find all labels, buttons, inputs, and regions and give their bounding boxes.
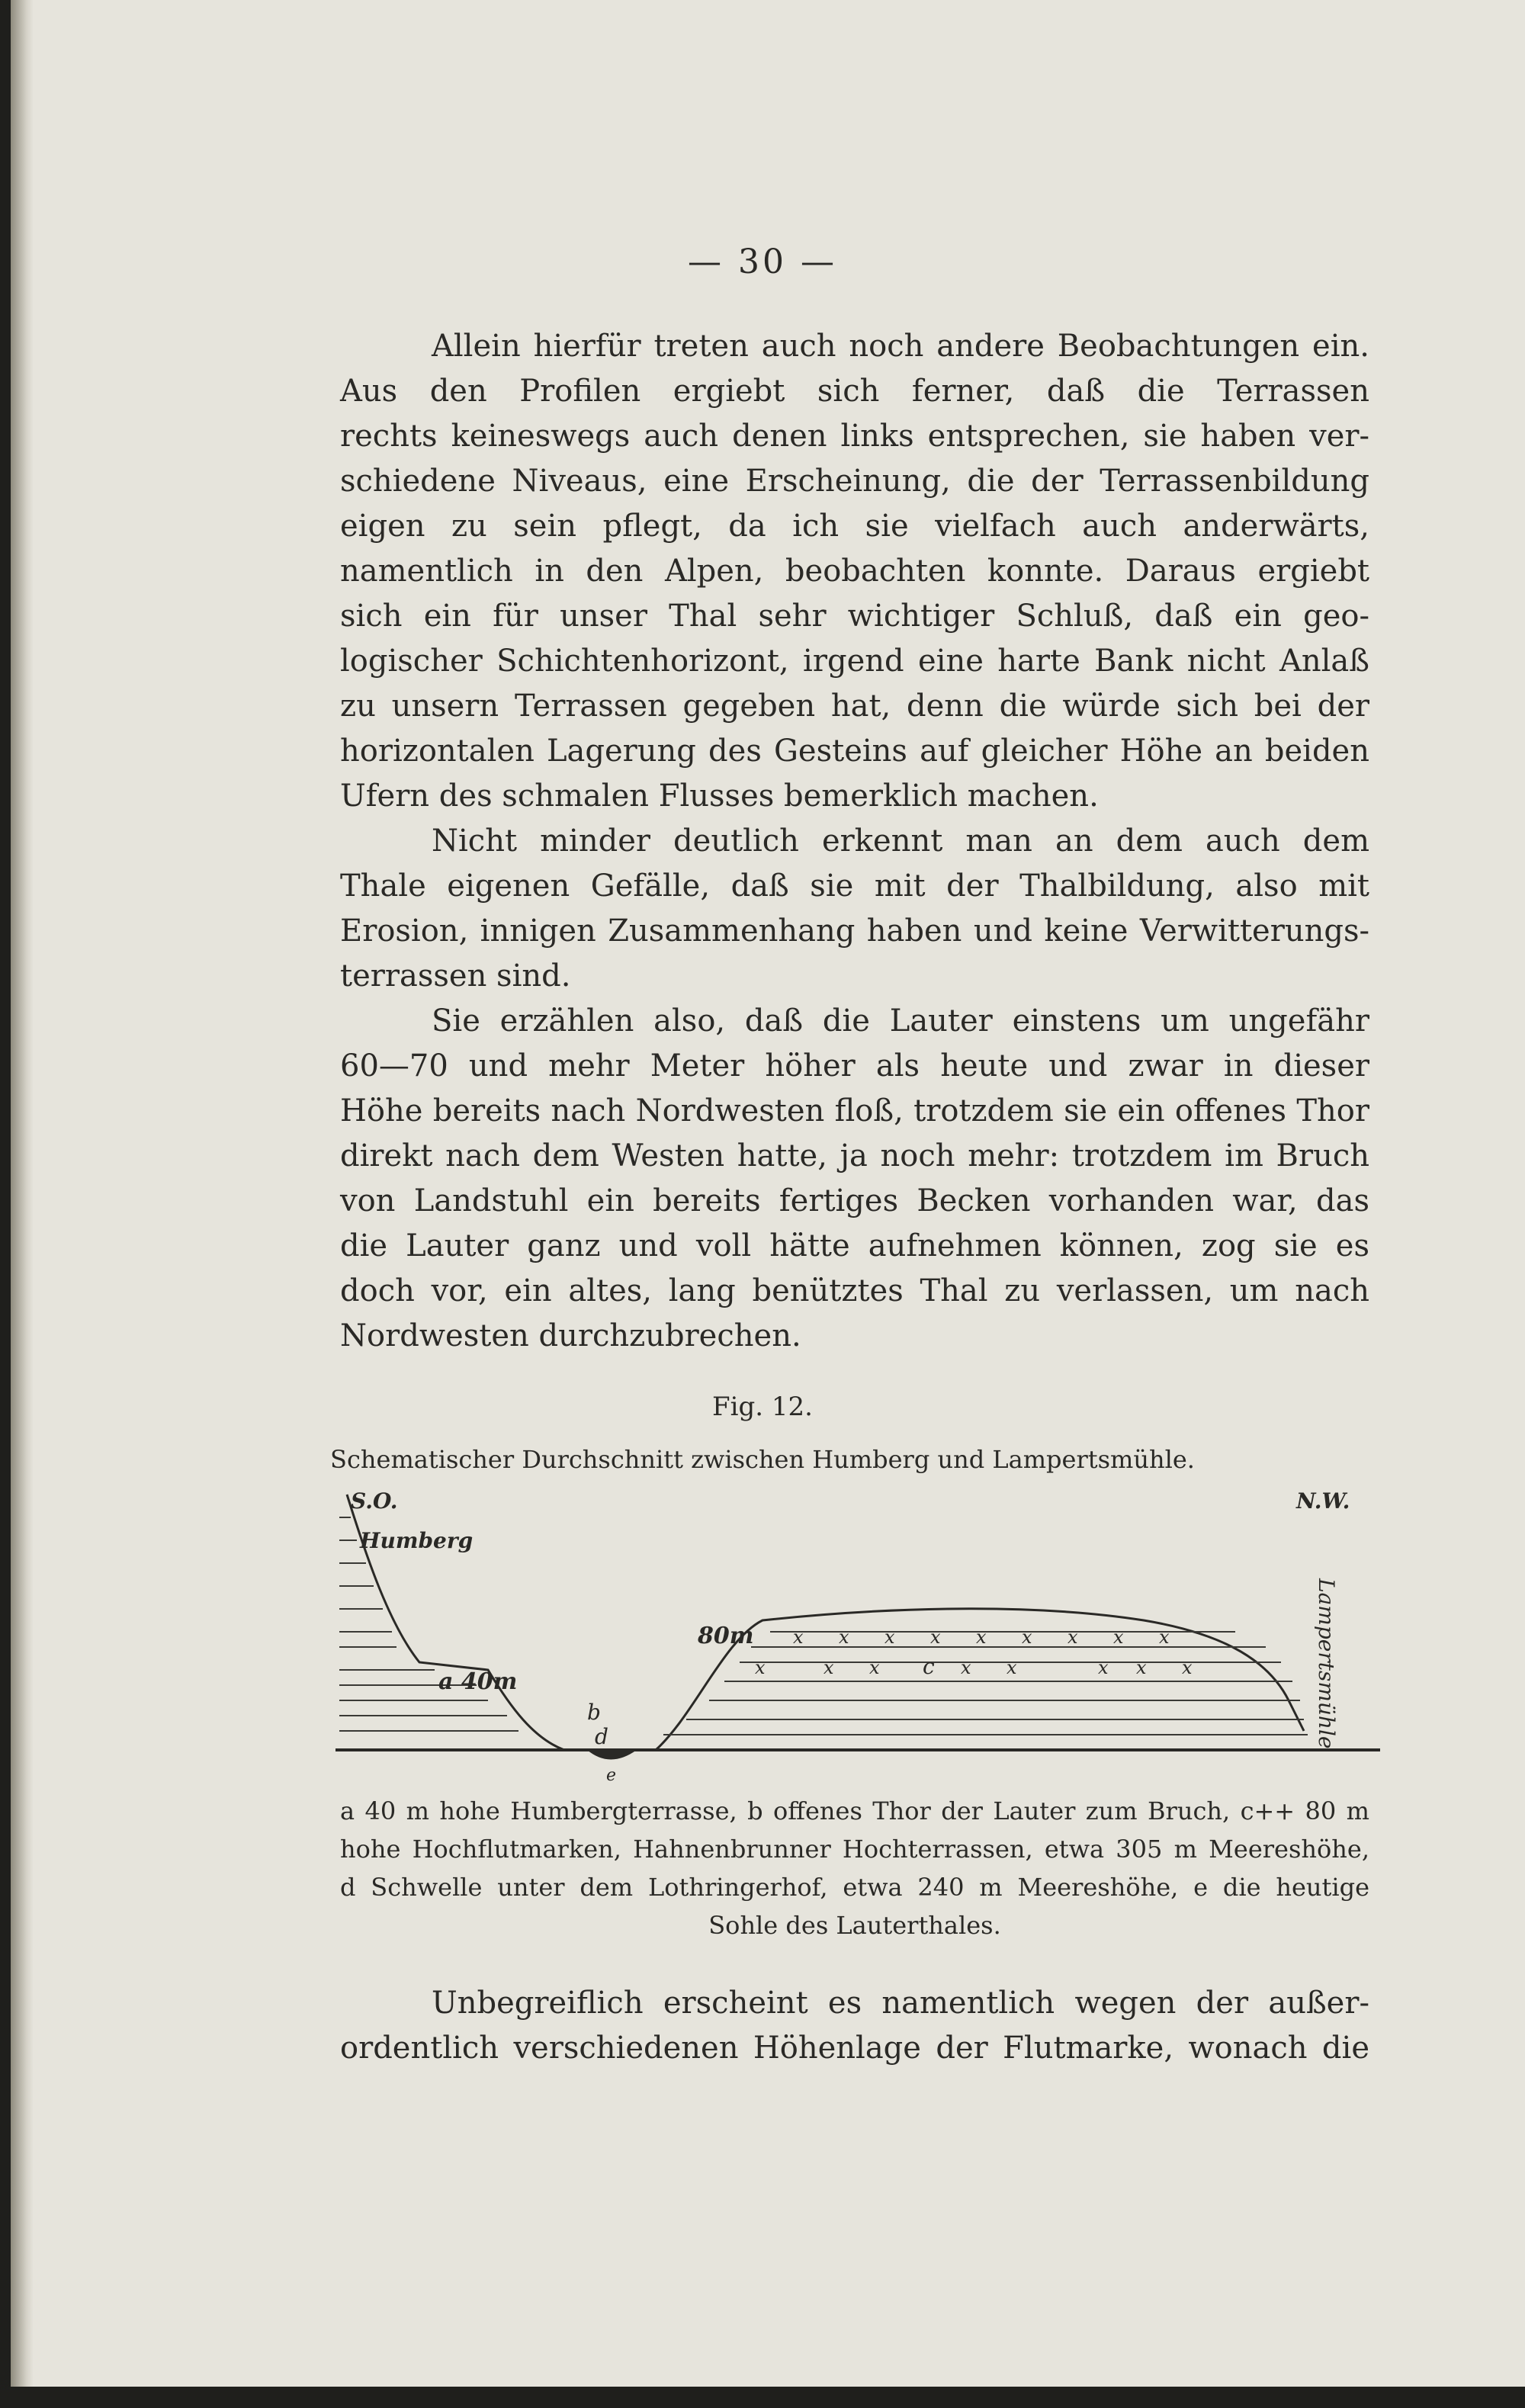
label-b: b [587, 1700, 601, 1725]
text-line: zu unsern Terrassen gegeben hat, denn die würde sich bei der [340, 689, 1369, 724]
text-line: die Lauter ganz und voll hätte aufnehmen können, zog sie es [340, 1228, 1369, 1263]
svg-text:x: x [1098, 1657, 1109, 1678]
text-line: logischer Schichtenhorizont, irgend eine harte Bank nicht Anlaß [340, 644, 1369, 679]
paragraph-3 [340, 999, 1369, 1359]
text-line: terrassen sind. [340, 958, 571, 994]
text-line: rechts keineswegs auch denen links entsprechen, sie haben ver- [340, 419, 1369, 454]
text-line: 60—70 und mehr Meter höher als heute und zwar in dieser [340, 1048, 1369, 1084]
svg-text:x: x [1136, 1657, 1147, 1678]
svg-text:x: x [1022, 1626, 1032, 1648]
text-line: Allein hierfür treten auch noch andere Beobachtungen ein. [432, 329, 1369, 364]
svg-text:x: x [884, 1626, 895, 1648]
svg-text:x: x [793, 1626, 804, 1648]
label-c: c [923, 1654, 935, 1679]
svg-text:x: x [869, 1657, 880, 1678]
cross-section-diagram [336, 1487, 1380, 1784]
text-line: horizontalen Lagerung des Gesteins auf gleicher Höhe an beiden [340, 734, 1369, 769]
label-nw: N.W. [1296, 1488, 1350, 1514]
label-d: d [595, 1724, 608, 1749]
figure-legend [340, 1792, 1369, 1944]
svg-text:x: x [839, 1626, 849, 1648]
text-line: schiedene Niveaus, eine Erscheinung, die der Terrassenbildung [340, 464, 1369, 499]
svg-text:x: x [1113, 1626, 1124, 1648]
text-line: Sie erzählen also, daß die Lauter einstens um ungefähr [432, 1003, 1369, 1039]
svg-text:x: x [1006, 1657, 1017, 1678]
paragraph-1 [340, 324, 1369, 819]
svg-text:x: x [961, 1657, 971, 1678]
figure-title: Fig. 12. [712, 1392, 813, 1422]
paragraph-4 [340, 1981, 1369, 2071]
svg-text:x: x [1182, 1657, 1193, 1678]
text-line: namentlich in den Alpen, beobachten konnte. Daraus ergiebt [340, 554, 1369, 589]
label-so: S.O. [351, 1488, 398, 1514]
flood-marks [755, 1626, 1193, 1678]
label-humberg: Humberg [360, 1528, 474, 1553]
text-line: Unbegreiflich erscheint es namentlich wegen der außer- [432, 1986, 1369, 2021]
label-80m: 80m [698, 1623, 754, 1649]
terrain-profile-line [347, 1495, 1304, 1750]
text-line: Erosion, innigen Zusammenhang haben und keine Verwitterungs- [340, 913, 1369, 949]
svg-text:x: x [1159, 1626, 1170, 1648]
text-line: doch vor, ein altes, lang benütztes Thal zu verlassen, um nach [340, 1273, 1369, 1308]
text-line: direkt nach dem Westen hatte, ja noch mehr: trotzdem im Bruch [340, 1138, 1369, 1173]
text-line: Aus den Profilen ergiebt sich ferner, daß die Terrassen [340, 374, 1369, 409]
text-line: eigen zu sein pflegt, da ich sie vielfach auch anderwärts, [340, 509, 1369, 544]
text-line: Ufern des schmalen Flusses bemerklich machen. [340, 779, 1099, 814]
text-line: Höhe bereits nach Nordwesten floß, trotzdem sie ein offenes Thor [340, 1093, 1369, 1129]
text-line: sich ein für unser Thal sehr wichtiger Schluß, daß ein geo- [340, 599, 1369, 634]
legend-line: hohe Hochflutmarken, Hahnenbrunner Hochterrassen, etwa 305 m Meereshöhe, [340, 1835, 1369, 1864]
svg-text:x: x [824, 1657, 834, 1678]
page-number: — 30 — [688, 242, 837, 281]
text-line: Nordwesten durchzubrechen. [340, 1318, 801, 1353]
text-line: Thale eigenen Gefälle, daß sie mit der Thalbildung, also mit [340, 868, 1369, 904]
river-bed [587, 1750, 637, 1760]
legend-line: d Schwelle unter dem Lothringerhof, etwa 240 m Meereshöhe, e die heutige [340, 1873, 1369, 1902]
paragraph-2 [340, 819, 1369, 999]
text-line: von Landstuhl ein bereits fertiges Becken vorhanden war, das [340, 1183, 1369, 1218]
legend-line: Sohle des Lauterthales. [708, 1911, 1001, 1940]
svg-text:x: x [976, 1626, 987, 1648]
text-line: Nicht minder deutlich erkennt man an dem auch dem [432, 824, 1369, 859]
label-e: e [606, 1766, 617, 1784]
page-binding-edge [11, 0, 34, 2387]
svg-text:x: x [755, 1657, 766, 1678]
legend-line: a 40 m hohe Humbergterrasse, b offenes Thor der Lauter zum Bruch, c++ 80 m [340, 1796, 1369, 1825]
label-lampertsmuehle: Lampertsmühle [1314, 1578, 1339, 1749]
text-line: ordentlich verschiedenen Höhenlage der Flutmarke, wonach die [340, 2031, 1369, 2066]
svg-text:x: x [1068, 1626, 1078, 1648]
label-a-40m: a 40m [438, 1668, 518, 1695]
svg-text:x: x [930, 1626, 941, 1648]
figure-caption: Schematischer Durchschnitt zwischen Humberg und Lampertsmühle. [330, 1445, 1195, 1474]
